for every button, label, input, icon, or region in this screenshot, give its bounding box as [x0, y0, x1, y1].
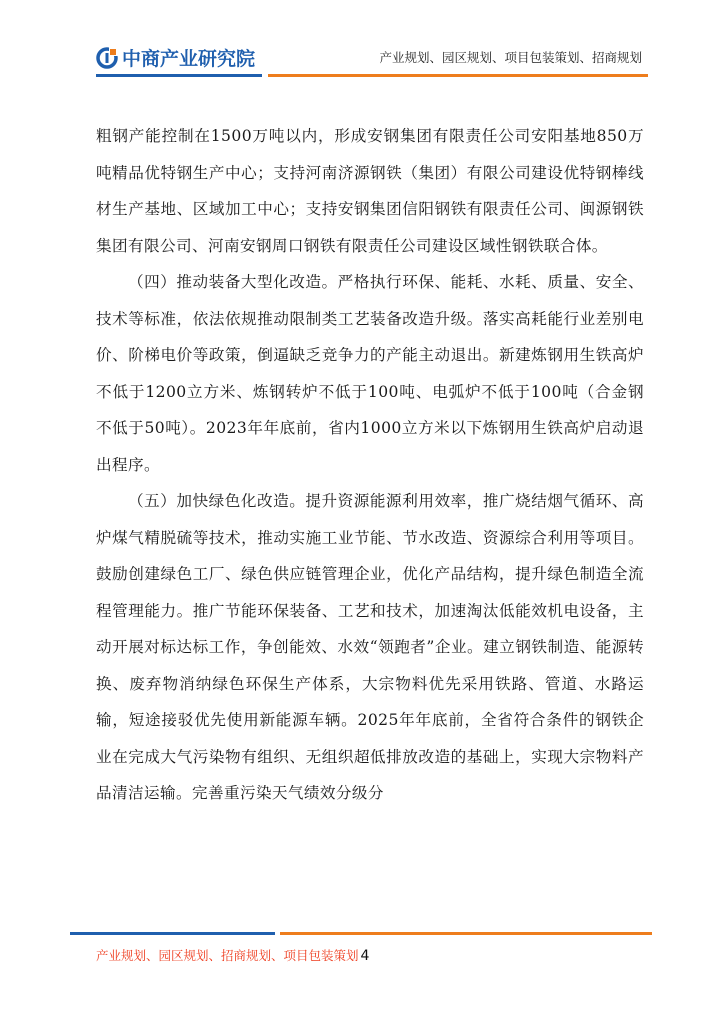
footer-divider-blue — [70, 932, 275, 935]
body-paragraph: （四）推动装备大型化改造。严格执行环保、能耗、水耗、质量、安全、技术等标准，依法依规推动限制类工艺装备改造升级。落实高耗能行业差别电价、阶梯电价等政策，倒逼缺乏竞争力的产能主动退出。新建炼钢用生铁高炉不低于1200立方米、炼钢转炉不低于100吨、电弧炉不低于100吨（合金钢不低于50吨）。2023年年底前，省内1000立方米以下炼钢用生铁高炉启动退出程序。 — [96, 273, 644, 474]
header-slogan: 产业规划、园区规划、项目包装策划、招商规划 — [379, 50, 642, 65]
header-divider-orange — [268, 74, 648, 77]
page-header — [0, 0, 724, 80]
logo-mark-icon — [96, 47, 118, 69]
footer-divider-orange — [280, 932, 652, 935]
body-paragraph: （五）加快绿色化改造。提升资源能源利用效率，推广烧结烟气循环、高炉煤气精脱硫等技术，推动实施工业节能、节水改造、资源综合利用等项目。鼓励创建绿色工厂、绿色供应链管理企业，优化产品结构，提升绿色制造全流程管理能力。推广节能环保装备、工艺和技术，加速淘汰低能效机电设备，主动开展对标达标工作，争创能效、水效“领跑者”企业。建立钢铁制造、能源转换、废弃物消纳绿色环保生产体系，大宗物料优先采用铁路、管道、水路运输，短途接驳优先使用新能源车辆。2025年年底前，全省符合条件的钢铁企业在完成大气污染物有组织、无组织超低排放改造的基础上，实现大宗物料产品清洁运输。完善重污染天气绩效分级分 — [96, 492, 644, 802]
page-footer — [96, 946, 369, 964]
body-paragraph: 粗钢产能控制在1500万吨以内，形成安钢集团有限责任公司安阳基地850万吨精品优特钢生产中心；支持河南济源钢铁（集团）有限公司建设优特钢棒线材生产基地、区域加工中心；支持安钢集团信阳钢铁有限责任公司、闽源钢铁集团有限公司、河南安钢周口钢铁有限责任公司建设区域性钢铁联合体。 — [96, 127, 644, 255]
document-body — [96, 118, 644, 812]
page-number: 4 — [360, 948, 370, 964]
company-logo — [96, 44, 255, 71]
footer-slogan: 产业规划、园区规划、招商规划、项目包装策划 — [96, 948, 359, 963]
header-divider-blue — [96, 74, 262, 77]
logo-text: 中商产业研究院 — [122, 48, 256, 70]
